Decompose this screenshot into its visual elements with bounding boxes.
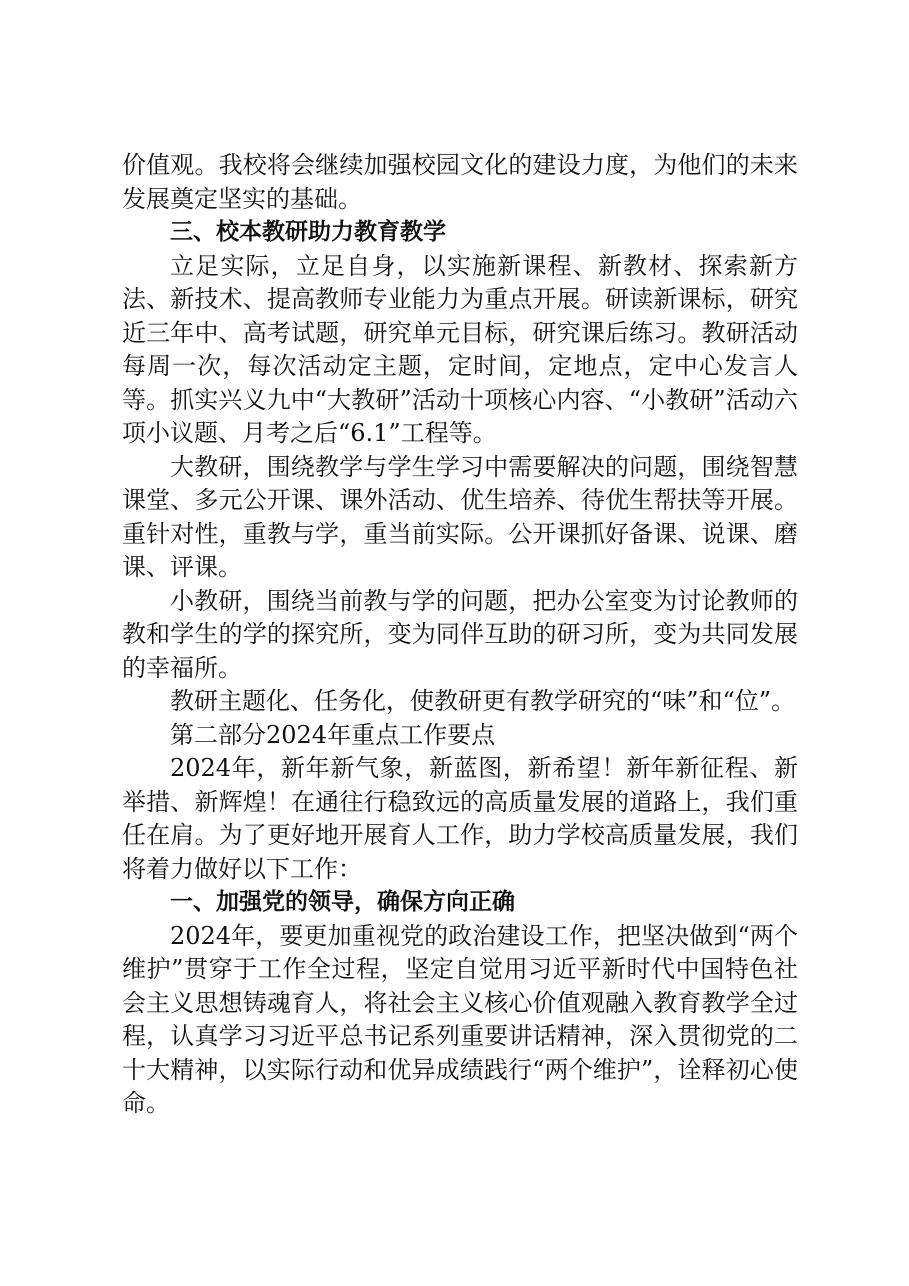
document-body (122, 149, 798, 1121)
section-heading-3: 三、校本教研助力教育教学 (170, 219, 446, 245)
part-two-heading: 第二部分2024年重点工作要点 (170, 720, 496, 749)
paragraph-2024-intro: 2024年，新年新气象，新蓝图，新希望！新年新征程、新举措、新辉煌！在通往行稳致远的高质量发展的道路上，我们重任在肩。为了更好地开展育人工作，助力学校高质量发展，我们将着力做好以下工作： (122, 754, 798, 883)
paragraph-teaching-research: 立足实际，立足自身，以实施新课程、新教材、探索新方法、新技术、提高教师专业能力为重点开展。研读新课标，研究近三年中、高考试题，研究单元目标，研究课后练习。教研活动每周一次，每次活动定主题，定时间，定地点，定中心发言人等。抓实兴义九中“大教研”活动十项核心内容、“小教研”活动六项小议题、月考之后“6.1”工程等。 (122, 251, 798, 447)
paragraph-party-leadership: 2024年，要更加重视党的政治建设工作，把坚决做到“两个维护”贯穿于工作全过程，坚定自觉用习近平新时代中国特色社会主义思想铸魂育人，将社会主义核心价值观融入教育教学全过程，认真学习习近平总书记系列重要讲话精神，深入贯彻党的二十大精神，以实际行动和优异成绩践行“两个维护”，诠释初心使命。 (122, 921, 798, 1117)
paragraph-continuation: 价值观。我校将会继续加强校园文化的建设力度，为他们的未来发展奠定坚实的基础。 (122, 151, 798, 213)
section-heading-1: 一、加强党的领导，确保方向正确 (170, 889, 515, 915)
paragraph-research-theme: 教研主题化、任务化，使教研更有教学研究的“味”和“位”。 (170, 687, 796, 715)
paragraph-small-research: 小教研，围绕当前教与学的问题，把办公室变为讨论教师的教和学生的学的探究所，变为同伴互助的研习所，变为共同发展的幸福所。 (122, 586, 798, 682)
paragraph-big-research: 大教研，围绕教学与学生学习中需要解决的问题，围绕智慧课堂、多元公开课、课外活动、优生培养、待优生帮扶等开展。重针对性，重教与学，重当前实际。公开课抓好备课、说课、磨课、评课。 (122, 452, 798, 581)
